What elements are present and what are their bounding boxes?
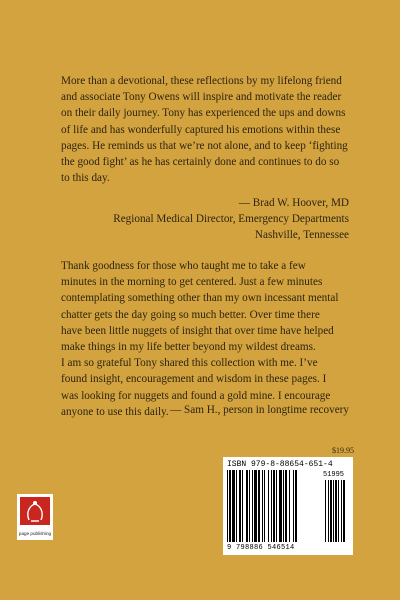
- endorsement-2-line: I am so grateful Tony shared this collection with me. I’ve: [61, 357, 318, 370]
- endorsement-2-line: was looking for nuggets and found a gold mine. I encourage: [61, 389, 331, 402]
- publisher-mark-icon: [20, 497, 50, 525]
- endorsement-2-line: make things in my life better beyond my wildest dreams.: [61, 341, 316, 354]
- endorsement-1-line: and associate Tony Owens will inspire and motivate the reader: [61, 91, 342, 104]
- endorsement-2-line: minutes in the morning to get centered. Just a few minutes: [61, 276, 323, 289]
- barcode-number: 9 798886 546514: [227, 544, 295, 552]
- endorsement-2-line: Thank goodness for those who taught me to take a few: [61, 260, 306, 272]
- publisher-name: page publishing: [18, 531, 52, 536]
- endorsement-1-line: of life and has wonderfully captured his emotions within these: [61, 123, 341, 136]
- endorsement-1-line: pages. He reminds us that we’re not alone, and to keep ‘fighting: [61, 139, 348, 152]
- endorsement-1: [61, 73, 349, 186]
- endorsement-1-line: on their daily journey. Tony has experienced the ups and downs: [61, 107, 346, 120]
- price-addon-code: 51995: [323, 471, 345, 479]
- endorsement-2-line: found insight, encouragement and wisdom in these pages. I: [61, 373, 327, 386]
- attribution-location: Nashville, Tennessee: [254, 229, 349, 242]
- endorsement-1-line: More than a devotional, these reflections by my lifelong friend: [61, 75, 342, 87]
- attribution-name: — Brad W. Hoover, MD: [238, 197, 349, 209]
- endorsement-2-line: contemplating something other than my own incessant mental: [61, 292, 339, 305]
- isbn-label: ISBN 979-8-88654-651-4: [227, 460, 333, 469]
- attribution-title: Regional Medical Director, Emergency Departments: [113, 213, 349, 226]
- endorsement-2-line: anyone to use this daily.: [61, 405, 169, 418]
- endorsement-2-line: have been little nuggets of insight that over time have helped: [61, 324, 334, 337]
- endorsement-1-line: to this day.: [61, 172, 110, 185]
- price-label: $19.95: [332, 446, 354, 455]
- endorsement-2: [61, 258, 349, 420]
- isbn-barcode: [223, 457, 353, 555]
- endorsement-2-attribution: [61, 402, 349, 418]
- endorsement-1-attribution: [61, 195, 349, 244]
- barcode-bars: [227, 470, 349, 544]
- publisher-logo: [17, 494, 53, 540]
- attribution-name: — Sam H., person in longtime recovery: [170, 404, 349, 416]
- endorsement-2-line: chatter gets the day going so much better. Over time there: [61, 308, 320, 321]
- endorsement-1-line: the good fight’ as he has certainly done and continues to do so: [61, 156, 340, 169]
